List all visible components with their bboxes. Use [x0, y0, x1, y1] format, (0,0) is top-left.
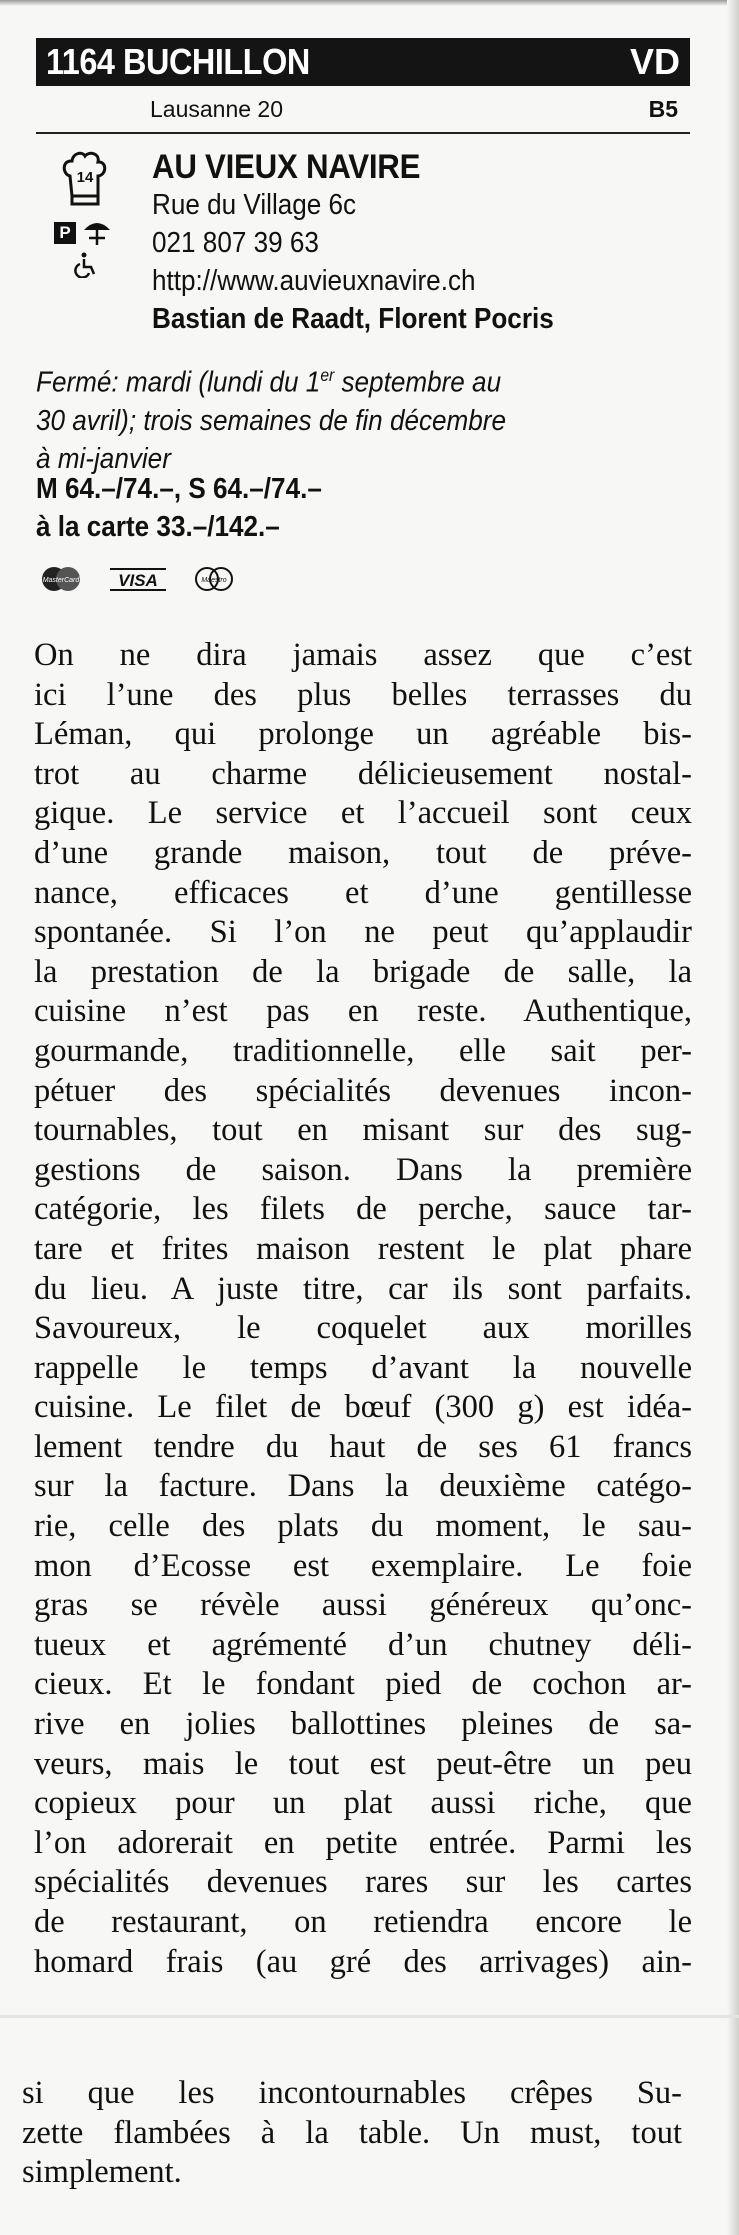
maestro-label: Maestro — [201, 577, 227, 584]
restaurant-website[interactable]: http://www.auvieuxnavire.ch — [152, 265, 476, 297]
map-grid-ref: B5 — [648, 96, 678, 122]
canton-code: VD — [629, 41, 680, 82]
review-line: cuisine. Le filet de bœuf (300 g) est idéa- — [34, 1389, 692, 1426]
restaurant-chefs: Bastian de Raadt, Florent Pocris — [152, 303, 554, 335]
closing-line-1: Fermé: mardi (lundi du 1er septembre au — [36, 365, 502, 399]
review-line: tueux et agrémenté d’un chutney déli- — [34, 1626, 692, 1663]
restaurant-phone: 021 807 39 63 — [152, 227, 319, 259]
review-line: simplement. — [22, 2154, 182, 2191]
review-line: gourmande, traditionnelle, elle sait per- — [34, 1032, 692, 1069]
review-line: cuisine n’est pas en reste. Authentique, — [34, 993, 692, 1030]
closing-times — [36, 356, 630, 478]
price-info — [36, 470, 576, 546]
review-line: la prestation de la brigade de salle, la — [34, 953, 692, 990]
review-line: rappelle le temps d’avant la nouvelle — [34, 1349, 692, 1386]
review-line: tournables, tout en misant sur des sug- — [34, 1112, 692, 1149]
review-line: spécialités devenues rares sur les cartes — [34, 1864, 692, 1901]
locality-header — [36, 38, 690, 86]
review-line: d’une grande maison, tout de préve- — [34, 834, 692, 871]
review-line: Léman, qui prolonge un agréable bis- — [34, 716, 692, 753]
review-line: l’on adorerait en petite entrée. Parmi les — [34, 1824, 692, 1861]
review-line: veurs, mais le tout est peut-être un peu — [34, 1745, 692, 1782]
review-continuation — [22, 2074, 682, 2193]
review-line: lement tendre du haut de ses 61 francs — [34, 1428, 692, 1465]
review-line: homard frais (au gré des arrivages) ain- — [34, 1943, 692, 1980]
scan-right-edge — [727, 0, 739, 2235]
review-line: ici l’une des plus belles terrasses du — [34, 676, 692, 713]
review-line: tare et frites maison restent le plat phare — [34, 1230, 692, 1267]
review-line: copieux pour un plat aussi riche, que — [34, 1785, 692, 1822]
scan-top-edge — [0, 0, 739, 6]
review-line: On ne dira jamais assez que c’est — [34, 637, 692, 673]
restaurant-name: AU VIEUX NAVIRE — [152, 148, 421, 186]
restaurant-icons — [48, 150, 128, 290]
review-line: Savoureux, le coquelet aux morilles — [34, 1310, 692, 1347]
review-line: gras se révèle aussi généreux qu’onc- — [34, 1587, 692, 1624]
closing-line-2: 30 avril); trois semaines de fin décembre — [36, 404, 507, 437]
mastercard-icon — [36, 566, 86, 592]
maestro-icon — [188, 566, 240, 592]
review-line: cieux. Et le fondant pied de cochon ar- — [34, 1666, 692, 1703]
review-line: spontanée. Si l’on ne peut qu’applaudir — [34, 914, 692, 951]
a-la-carte-prices: à la carte 33.–/142.– — [36, 511, 280, 543]
parking-icon: P — [54, 222, 76, 244]
review-text — [34, 636, 692, 1982]
review-line: gestions de saison. Dans la première — [34, 1151, 692, 1188]
terrace-icon — [82, 218, 112, 246]
review-line: du lieu. A juste titre, car ils sont parfaits. — [34, 1270, 692, 1307]
review-line: sur la facture. Dans la deuxième catégo- — [34, 1468, 692, 1505]
review-line: trot au charme délicieusement nostal- — [34, 755, 692, 792]
distance-info: Lausanne 20 — [150, 96, 284, 122]
review-line: rie, celle des plats du moment, le sau- — [34, 1508, 692, 1545]
locality-subline — [36, 92, 690, 134]
mastercard-label: MasterCard — [42, 577, 80, 584]
review-line: gique. Le service et l’accueil sont ceux — [34, 795, 692, 832]
locality-name: 1164 BUCHILLON — [46, 41, 310, 82]
review-line: mon d’Ecosse est exemplaire. Le foie — [34, 1547, 692, 1584]
review-line: si que les incontournables crêpes Su- — [22, 2075, 682, 2111]
closing-line-3: à mi-janvier — [36, 442, 171, 475]
menu-prices: M 64.–/74.–, S 64.–/74.– — [36, 473, 322, 505]
visa-label: VISA — [118, 571, 158, 590]
restaurant-info — [152, 148, 692, 338]
visa-icon — [110, 566, 166, 592]
page-fold — [0, 2015, 739, 2018]
review-line: de restaurant, on retiendra encore le — [34, 1904, 692, 1940]
chef-hat-icon — [60, 150, 108, 210]
review-line: rive en jolies ballottines pleines de sa- — [34, 1706, 692, 1743]
review-line: nance, efficaces et d’une gentillesse — [34, 874, 692, 911]
review-line: zette flambées à la table. Un must, tout — [22, 2114, 682, 2151]
review-line: catégorie, les filets de perche, sauce tar- — [34, 1191, 692, 1228]
review-line: pétuer des spécialités devenues incon- — [34, 1072, 692, 1109]
chef-hat-score: 14 — [76, 169, 94, 186]
wheelchair-icon — [74, 252, 98, 278]
restaurant-address: Rue du Village 6c — [152, 189, 357, 221]
payment-cards — [36, 566, 336, 596]
